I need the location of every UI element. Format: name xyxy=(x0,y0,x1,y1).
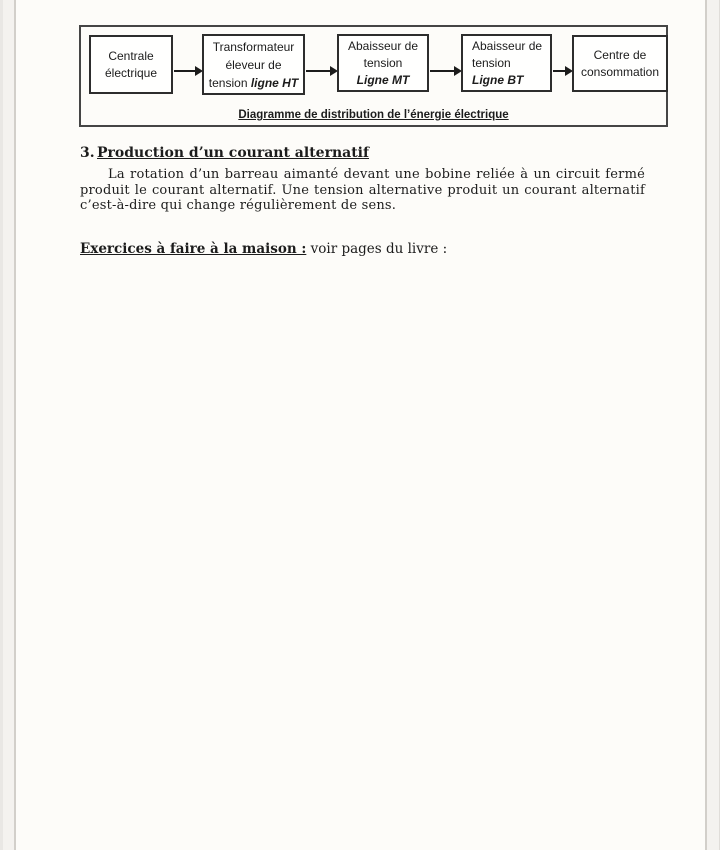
flow-box-line: Abaisseur de xyxy=(347,38,419,53)
flow-box-line: Centre de xyxy=(593,47,647,62)
diagram-caption: Diagramme de distribution de l’énergie électrique xyxy=(238,109,509,121)
arrow-right-icon xyxy=(553,70,565,72)
document-body xyxy=(80,145,645,257)
homework-line xyxy=(80,241,645,257)
section-number: 3. xyxy=(80,145,95,161)
diagram-frame xyxy=(79,25,668,127)
flow-box-transformateur-eleveur xyxy=(202,34,305,95)
flow-box-abaisseur-bt xyxy=(461,34,552,92)
body-paragraph: La rotation d’un barreau aimanté devant une bobine reliée à un circuit fermé produit le courant alternatif. Une tension alternative produit un courant alternatif c’est-à-dire qui change régulièrement de sens. xyxy=(80,167,645,213)
flow-box-text: tension xyxy=(208,75,248,90)
arrow-right-icon xyxy=(430,70,454,72)
arrow-right-icon xyxy=(306,70,330,72)
flow-box-line: Centrale xyxy=(108,48,154,63)
homework-label: Exercices à faire à la maison : xyxy=(80,240,307,257)
section-heading xyxy=(80,145,645,161)
flow-box-line: consommation xyxy=(580,64,660,79)
scan-edge-right xyxy=(705,0,720,850)
flow-box-line: Transformateur xyxy=(212,39,295,54)
flow-box-line: électrique xyxy=(104,65,158,80)
line-label: Ligne BT xyxy=(472,72,524,87)
flow-box-line: tension xyxy=(472,55,511,70)
flow-box-abaisseur-mt xyxy=(337,34,429,92)
flow-box-line xyxy=(204,74,303,92)
line-label: ligne HT xyxy=(250,75,299,90)
flow-box-line: éleveur de xyxy=(225,57,282,72)
flow-box-centrale-electrique xyxy=(89,35,173,94)
scan-edge-left xyxy=(0,0,16,850)
flow-box-line: Abaisseur de xyxy=(472,38,543,53)
section-title: Production d’un courant alternatif xyxy=(97,145,370,161)
line-label: Ligne MT xyxy=(356,72,410,87)
homework-text: voir pages du livre : xyxy=(310,240,448,257)
arrow-right-icon xyxy=(174,70,195,72)
flow-box-line: tension xyxy=(363,55,403,70)
flow-box-centre-consommation xyxy=(572,35,668,92)
